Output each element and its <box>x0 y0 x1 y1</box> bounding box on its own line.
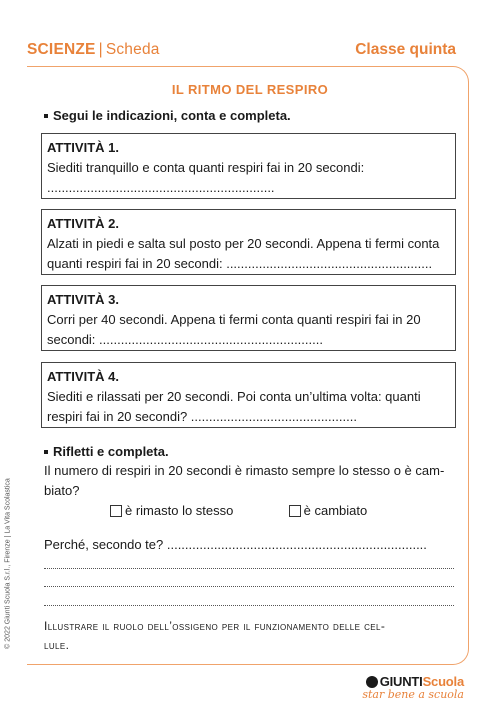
answer-line[interactable] <box>44 585 454 587</box>
header-subject <box>27 41 160 59</box>
checkbox-same[interactable] <box>110 505 122 517</box>
instruction-reflect-text: Rifletti e completa. <box>53 444 169 459</box>
checkbox-changed[interactable] <box>289 505 301 517</box>
giunti-g-icon <box>366 676 378 688</box>
answer-line[interactable] <box>44 604 454 606</box>
answer-line[interactable] <box>44 567 454 569</box>
logo-tagline: star bene a scuola <box>362 688 464 701</box>
sheet-type: Scheda <box>105 41 160 58</box>
instruction-follow-text: Segui le indicazioni, conta e completa. <box>53 108 291 123</box>
task-line: Illustrare il ruolo dell’ossigeno per il funzionamento delle cel- <box>44 619 386 633</box>
header-separator: | <box>98 41 103 58</box>
activity-text: Alzati in piedi e salta sul posto per 20 secondi. Appena ti fermi conta <box>47 236 440 251</box>
activity-text: Siediti e rilassati per 20 secondi. Poi conta un’ultima volta: quanti <box>47 389 421 404</box>
activity-box-4 <box>41 362 456 428</box>
answer-dots[interactable]: ............................................................... <box>47 180 275 195</box>
subject-label: SCIENZE <box>27 41 96 58</box>
instruction-follow <box>44 108 291 123</box>
class-label: Classe quinta <box>355 41 456 58</box>
task-paragraph <box>44 617 456 655</box>
answer-dots[interactable]: secondi: .............................................................. <box>47 332 323 347</box>
option-same-label: è rimasto lo stesso <box>125 503 234 518</box>
bullet-square <box>44 114 48 118</box>
publisher-logo <box>362 674 464 701</box>
options-row <box>110 501 410 521</box>
option-changed-label: è cambiato <box>303 503 368 518</box>
activity-box-1 <box>41 133 456 199</box>
question-line: Il numero di respiri in 20 secondi è rimasto sempre lo stesso o è cam- <box>44 463 445 478</box>
question-line: biato? <box>44 483 80 498</box>
activity-text: Corri per 40 secondi. Appena ti fermi conta quanti respiri fai in 20 <box>47 312 421 327</box>
logo-brand-b: Scuola <box>422 674 464 689</box>
activity-heading: ATTIVITÀ 2. <box>47 216 119 231</box>
activity-heading: ATTIVITÀ 1. <box>47 140 119 155</box>
page-title: IL RITMO DEL RESPIRO <box>171 82 329 97</box>
answer-dots[interactable]: respiri fai in 20 secondi? .............................................. <box>47 409 357 424</box>
task-line: lule. <box>44 638 70 652</box>
question-paragraph <box>44 461 454 501</box>
why-line[interactable]: Perché, secondo te? ........................................................................ <box>44 537 427 552</box>
logo-brand-a: GIUNTI <box>379 674 423 689</box>
bullet-square <box>44 450 48 454</box>
answer-dots[interactable]: quanti respiri fai in 20 secondi: ......................................................... <box>47 256 433 271</box>
activity-heading: ATTIVITÀ 4. <box>47 369 119 384</box>
activity-text: Siediti tranquillo e conta quanti respiri fai in 20 secondi: <box>47 160 365 175</box>
instruction-reflect <box>44 444 169 459</box>
activity-heading: ATTIVITÀ 3. <box>47 292 119 307</box>
copyright-text: © 2022 Giunti Scuola S.r.l., Firenze | La Vita Scolastica <box>4 478 12 649</box>
activity-box-2 <box>41 209 456 275</box>
activity-box-3 <box>41 285 456 351</box>
